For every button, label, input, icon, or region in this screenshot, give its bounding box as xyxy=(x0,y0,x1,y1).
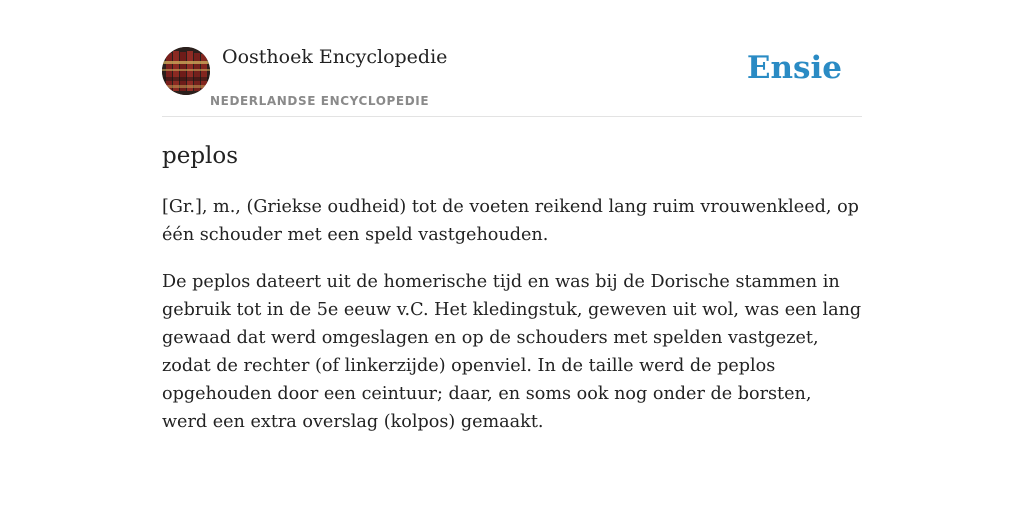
page-container xyxy=(162,0,862,436)
entry-paragraph: De peplos dateert uit de homerische tijd en was bij de Dorische stammen in gebruik tot in de 5e eeuw v.C. Het kledingstuk, geweven uit wol, was een lang gewaad dat werd omgeslagen en op de schouders met spelden vastgezet, zodat de rechter (of linkerzijde) openviel. In de taille werd de peplos opgehouden door een ceintuur; daar, en soms ook nog onder de borsten, werd een extra overslag (kolpos) gemaakt. xyxy=(162,272,862,432)
brand-logo-link[interactable]: Ensie xyxy=(746,50,842,86)
site-subtitle: NEDERLANDSE ENCYCLOPEDIE xyxy=(210,94,430,108)
entry-title: peplos xyxy=(162,143,239,169)
entry-paragraph: [Gr.], m., (Griekse oudheid) tot de voeten reikend lang ruim vrouwenkleed, op één schouder met een speld vastgehouden. xyxy=(162,197,859,245)
site-title[interactable]: Oosthoek Encyclopedie xyxy=(222,46,448,68)
encyclopedia-books-icon[interactable] xyxy=(162,47,210,95)
site-header xyxy=(162,0,862,117)
entry-body xyxy=(162,193,862,436)
